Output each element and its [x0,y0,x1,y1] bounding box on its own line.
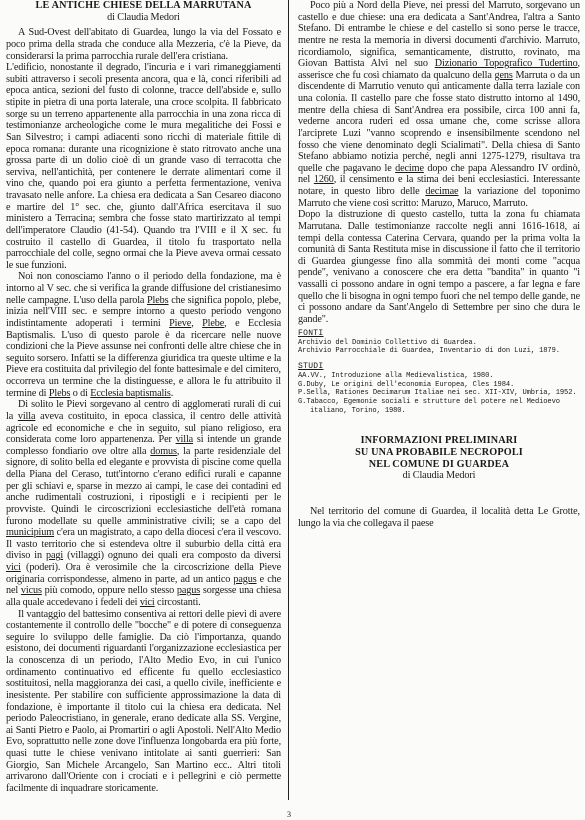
article-author: di Claudia Medori [402,470,476,482]
underlined-term: Pieve [169,317,192,329]
article-title: LE ANTICHE CHIESE DELLA MARRUTANA [35,0,252,11]
paragraph: Nel territorio del comune di Guardea, il località detta Le Grotte, lungo la via che collegava il paese [298,505,580,529]
right-column [298,0,580,529]
underlined-term: villa [17,410,36,422]
paragraph: Noi non conosciamo l'anno o il periodo della fondazione, ma è intorno al V sec. che si verifica la grande diffusione del cristianesimo nelle campagne. L'uso della parola Plebs che significa popolo, plebe, inizia nell'VIII sec. e sempre intorno a questo periodo vengono indistintamente adoperati i termini Pieve, Plebe, e Ecclesia Baptismalis. L'uso di questo parole è da ricercare nelle nuove condizioni che la Pieve assunse nei confronti delle altre chiese che in seguito sorsero. Infatti se la differenza giuridica tra queste ultime e la Pieve era costituita dal privilegio del fonte battesimale e del cimitero, occorreva un termine che la distinguesse, e allora le fu attribuito il termine di Plebs o di Ecclesia baptismalis. [6,271,281,399]
paragraph: Di solito le Pievi sorgevano al centro di agglomerati rurali di cui la villa aveva costituito, in epoca classica, il centro delle attività agricole ed economiche e che in seguito, sul piano religioso, era considerata come loro appartenenza. Per villa si intende un grande complesso fondiario ove oltre alla domus, la parte residenziale del signore, di solito bella ed elegante e provvista di piscine come quella della Piana del Ceraso, tutt'intorno c'erano edifici rurali e capanne per gli schiavi e, sparse in mezzo ai campi, le case dei contadini ed anche rudimentali costruzioni, i ripostigli e i recipienti per le provviste. Quindi le circoscrizioni ecclesiastiche dell'età romana furono modellate su quelle amministrative civili; se a capo del municipium c'era un magistrato, a capo della diocesi c'era il vescovo. Il vasto territorio che si estendeva oltre il suburbio della città era diviso in pagi (villaggi) ognuno dei quali era composto da diversi vici (poderi). Ora è verosimile che la circoscrizione della Pieve originaria corrispondesse, almeno in parte, ad un antico pagus e che nel vicus più comodo, oppure nello stesso pagus sorgesse una chiesa alla quale accedevano i fedeli dei vici circostanti. [6,399,282,608]
underlined-term: villa [175,434,194,446]
paragraph: Poco più a Nord della Pieve, nei pressi del Marrutо, sorgevano un castello e due chiese: una era dedicata a Sant'Andrea, l'altra a Santo Stefano. Di entrambe le chiese e del castello si sono perse le tracce, mentre ne resta la memoria in diversi documenti d'archivio. Marruto, ricordiamolo, significa, semanticamente, distrutto, rovinato, ma Giovan Battista Alvi nel suo Dizionario Topografico Tudertino, asserisce che fu così chiamato da qualcuno della gens Marruta o da un discendente di Marrutio venuto qui anticamente dalla terra laziale con una colonia. Il castello pare che fosse stato distrutto intorno al 1490, mentre della chiesa di Sant'Andrea era possibile, circa 100 anni fa, vederne ancora ruderi ed ossa umane che, come scrisse allora l'arciprete Luzi "vanno scoprendo e insensibilmente scendono nel fosso che viene denominato degli Scialimati". Della chiesa di Santo Stefano abbiamo notizia perché, negli anni 1275-1279, risultava tra quelle che pagavano le decime dopo che papa Alessandro IV ordinò, nel 1260, il censimento e la stima dei beni ecclesiastici. Interessante notare, in questo libro delle decimae la variazione del toponimo Marruto che viene così scritto: Maruzo, Maruco, Marruto. [298,0,581,209]
studies-label: STUDI [298,361,324,371]
paragraph: Il vantaggio del battesimo consentiva ai rettori delle pievi di avere costantemente il controllo delle "bocche" e di potere di conseguenza seguire lo sviluppo delle famiglie. Da ciò l'importanza, quando esistono, dei documenti riguardanti l'organizzazione ecclesiastica per la conoscenza di un periodo, l'Alto Medio Evo, in cui l'unico ordinamento continuativo ed efficente fu quello ecclesiastico sostituitosi, nella maggioranza dei casi, a quello civile, inefficiente e inesistente. Per stabilire con sufficiente approssimazione la data di fondazione, è importante il titolo cui la chiesa era dedicata. Nel periodo Paleocristiano, in generale, erano dedicate alla SS. Vergine, ai Santi Pietro e Paolo, ai Promartiri o agli Apostoli. Nell'Alto Medio Evo, soprattutto nelle zone dove l'influenza longobarda era più forte, quasi tutte le chiese venivano intitolate ai santi guerrieri: San Giorgio, San Michele Arcangelo, San Martino ecc.. Altri titoli arrivarono dall'Oriente con i crociati e i pellegrini e ciò permette facilmente di inquadrare storicamente. [6,608,281,794]
column-divider [288,0,289,800]
underlined-term: municipium [6,527,55,539]
page-number: 3 [287,810,291,819]
study-entry: G.Duby, Le origini dell'economia Europea, Cles 1984. [298,380,515,389]
underlined-term: vici [139,596,155,608]
underlined-term: decimae [425,186,459,197]
underlined-term: Plebe [202,317,225,329]
source-entry: Archivio del Dominio Collettivo di Guardea. [298,338,477,347]
article-title: INFORMAZIONI PRELIMINARI [360,435,518,447]
underlined-term: pagi [46,550,64,562]
paragraph: Dopo la distruzione di questo castello, tutta la zona fu chiamata Marrutana. Dalle testimonianze raccolte negli anni 1616-1618, ai tempi della contessa Caterina Cervara, quando per la prima volta la comunità di Santa Restituta mise in discussione il fatto che il territorio di Guardea giungesse fino alla sommità dei monti come "acqua pende", venivano a conoscere che era detta "bandita" in quanto "i vassalli ci possono andare in ogni tempo a pascere, a far legna e fare quello che li bisogna in ogni tempo fuori che nel tempo delle gande, ne ci possono andare da Sant'Angelo di Settembre per sino che dura le gande". [298,209,580,325]
source-entry: Archivio Parrocchiale di Guardea, Inventario di don Luzi, 1879. [298,347,560,356]
underlined-term: Plebs [48,387,71,399]
underlined-term: vicus [20,585,42,597]
study-entry: AA.VV., Introduzione alla Medievalistica, 1980. [298,371,494,380]
article-title: SU UNA PROBABILE NECROPOLI [355,447,523,459]
underlined-term: domus [150,445,177,457]
underlined-term: Ecclesia baptismalis [90,387,171,399]
article-author: di Claudia Medori [107,11,180,23]
underlined-term: decime [395,162,424,174]
underlined-term: pagus [233,573,257,585]
left-column [6,0,281,795]
sources-label: FONTI [298,328,324,338]
paragraph: L'edificio, nonostante il degrado, l'incuria e i vari rimaneggiamenti subiti attraverso i secoli presenta ancora, qua e là, conci riferibili ad epoca antica, sezioni del fusto di colonne, tracce dell'abside e, sullo stipite in pietra di una porta laterale, una croce scolpita. Il fabbricato sorge su un terreno appartenente alla parrocchia in una zona ricca di testimonianze archeologiche come le mura megalitiche dei Fossi e San Silvestro; i campi adiacenti sono ricchi di materiale fittile di epoca romana: durante una ricognizione è stato ritrovato anche una grossa parte di un dolio cioè di un grande vaso di terracotta che serviva, nell'antichità, per contenere le derrate alimentari come il vino che, quando poi era giunto a perfetta fermentazione, veniva travasato nelle anfore. La chiesa era dedicata a San Cesareo diacono e martire del 1° sec. che, giunto dall'Africa esercitava il suo ministero a Terracina; sembra che fosse stato martirizzato al tempi dell'imperatore Claudio (41-54). Quando tra l'VIII e il X sec. fu costruito il castello di Guardea, il titolo fu trasportato nella parrocchiale del colle, segno ormai che la Pieve aveva ormai cessato le sue funzioni. [6,62,281,271]
underlined-term: Plebs [147,294,169,306]
underlined-term: vici [6,562,21,573]
underlined-term: pagus [176,585,201,597]
article-title: NEL COMUNE DI GUARDEA [368,458,510,470]
underlined-term: 1260 [313,174,334,186]
study-entry: P.Sella, Rationes Decimarum Italiae nei sec. XII-XIV, Umbria, 1952. [298,389,577,398]
paragraph: A Sud-Ovest dell'abitato di Guardea, lungo la via del Fossato e poco prima della strada che conduce alla Mezzeria, c'è la Pieve, da considerarsi la prima parrocchia rurale dell'era cristiana. [6,27,281,62]
underlined-term: Dizionario Topografico Tudertino [434,58,578,70]
study-entry: G.Tabacco, Egemonie sociali e strutture del potere nel Medioevo italiano, Torino, 1980. [298,398,560,415]
underlined-term: gens [494,69,513,81]
